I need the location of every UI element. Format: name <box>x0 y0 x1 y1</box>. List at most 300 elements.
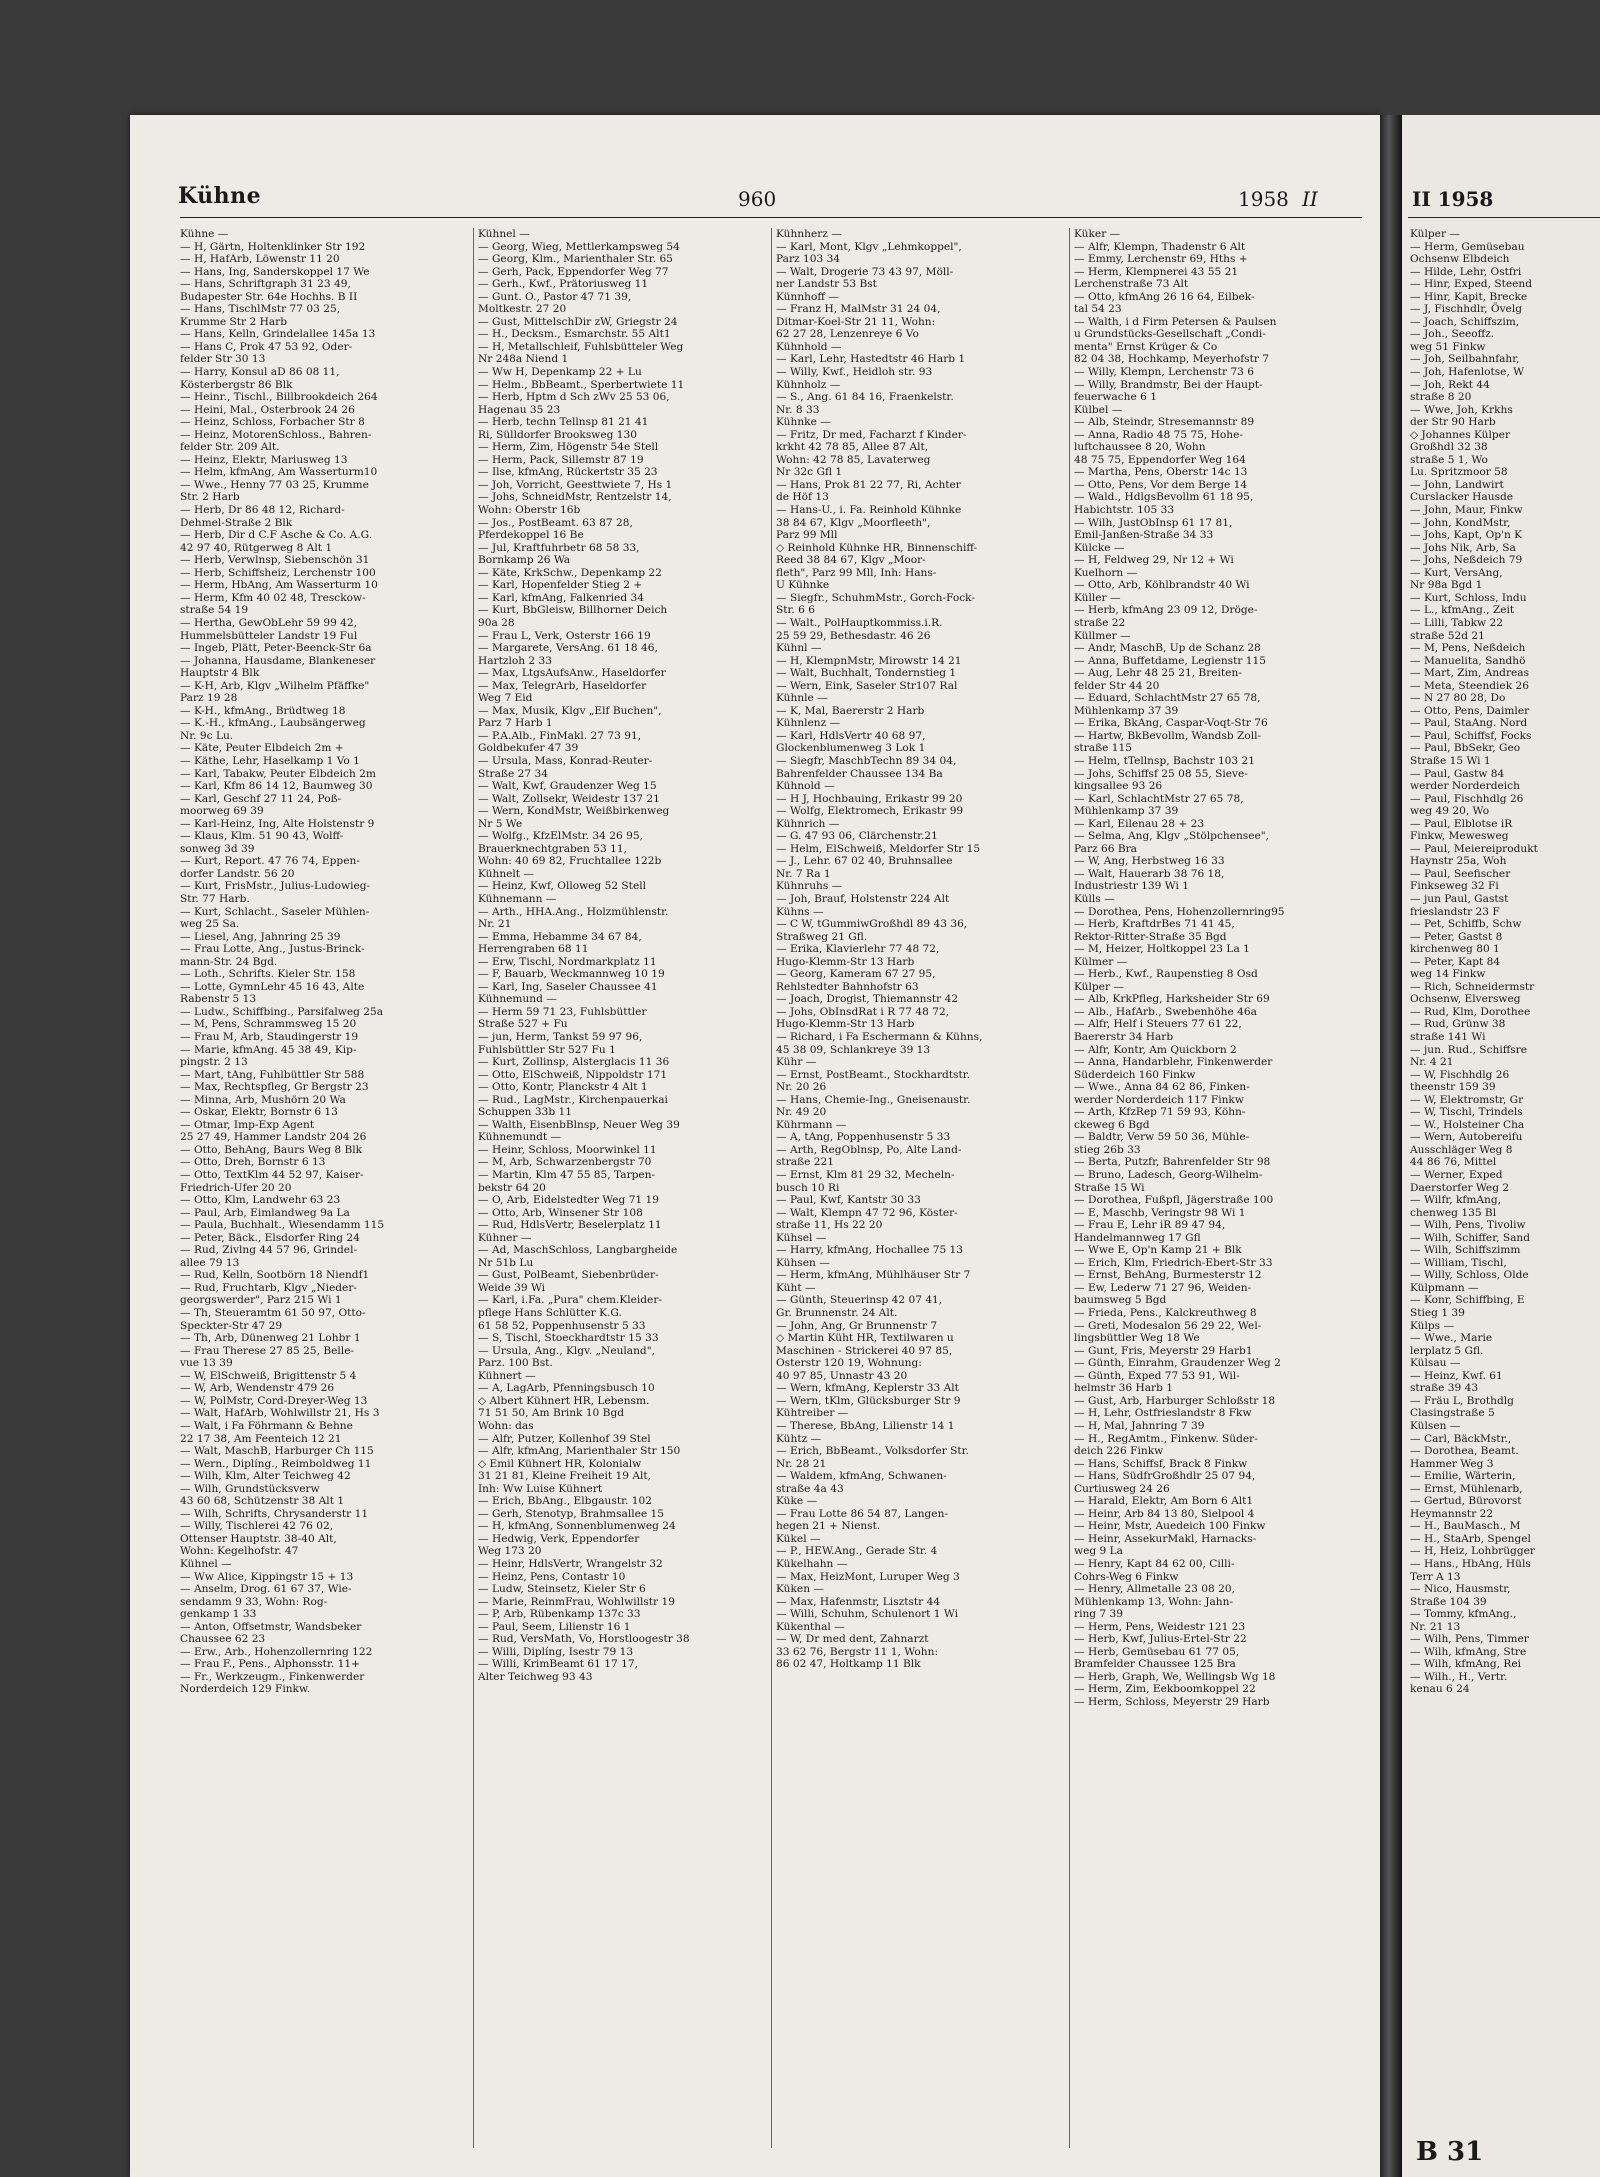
directory-entry-line: — Peter, Bäck., Elsdorfer Ring 24 <box>180 1231 360 1244</box>
directory-entry-line: Külper — <box>1074 980 1124 993</box>
directory-entry-line: — Günth, Steuerinsp 42 07 41, <box>776 1294 943 1307</box>
directory-entry-line: Küht — <box>776 1281 816 1294</box>
directory-entry-line: 25 27 49, Hammer Landstr 204 26 <box>180 1131 367 1144</box>
directory-entry-line: — Paul, Seefischer <box>1410 867 1511 880</box>
directory-entry-line: — Gerh, Stenotyp, Brahmsallee 15 <box>478 1507 665 1520</box>
directory-entry-line: — Herb, Verwlnsp, Siebenschön 31 <box>180 554 370 567</box>
directory-entry-line: — N 27 80 28, Do <box>1410 692 1506 705</box>
directory-entry-line: — K.-H., kfmAng., Laubsängerweg <box>180 717 366 730</box>
directory-entry-line: Kühnel — <box>478 228 530 240</box>
directory-entry-line: — jun. Rud., Schiffsre <box>1410 1043 1528 1056</box>
directory-entry-line: Cohrs-Weg 6 Finkw <box>1074 1570 1179 1583</box>
directory-entry-line: — Alfr, Putzer, Kollenhof 39 Stel <box>478 1432 651 1445</box>
directory-entry-line: Kühner — <box>478 1231 532 1244</box>
directory-entry-line: — Joh., Seeoffz. <box>1410 328 1495 341</box>
directory-entry-line: — E, Maschb, Veringstr 98 Wi 1 <box>1074 1206 1246 1219</box>
directory-entry-line: Nr. 8 33 <box>776 403 820 416</box>
directory-entry-line: sonweg 3d 39 <box>180 842 255 855</box>
directory-entry-line: Kühnemundt — <box>478 1131 562 1144</box>
directory-entry-line: kenau 6 24 <box>1410 1683 1470 1696</box>
directory-entry-line: — Erw., Arb., Hohenzollernring 122 <box>180 1645 373 1658</box>
directory-entry-line: — Anna, Radio 48 75 75, Hohe- <box>1074 428 1243 441</box>
directory-entry-line: — Herm, Pens, Weidestr 121 23 <box>1074 1620 1246 1633</box>
directory-entry-line: Nr. 4 21 <box>1410 1056 1454 1069</box>
directory-entry-line: Küken — <box>776 1583 824 1596</box>
directory-entry-line: — Otto, Klm, Landwehr 63 23 <box>180 1194 341 1207</box>
directory-entry-line: — Rud, VersMath, Vo, Horstloogestr 38 <box>478 1633 690 1646</box>
directory-entry-line: Kühnl — <box>776 642 822 655</box>
directory-entry-line: Straße 15 Wi 1 <box>1410 754 1491 767</box>
directory-entry-line: — Werner, Exped <box>1410 1169 1503 1182</box>
directory-entry-line: — Th, Steueramtm 61 50 97, Otto- <box>180 1307 366 1320</box>
directory-entry-line: Kühns — <box>776 905 824 918</box>
directory-entry-line: Kühtreiber — <box>776 1407 849 1420</box>
directory-entry-line: — Erw, Tischl, Nordmarkplatz 11 <box>478 955 657 968</box>
directory-entry-line: — Günth, Exped 77 53 91, Wil- <box>1074 1369 1240 1382</box>
directory-entry-line: — H, kfmAng, Sonnenblumenweg 24 <box>478 1520 676 1533</box>
directory-entry-line: Ochsenw, Elversweg <box>1410 993 1521 1006</box>
directory-entry-line: Großhdl 32 38 <box>1410 441 1488 454</box>
directory-entry-line: — Johs, Neßdeich 79 <box>1410 554 1523 567</box>
directory-entry-line: kirchenweg 80 1 <box>1410 943 1500 956</box>
directory-entry-line: — Martin, Klm 47 55 85, Tarpen- <box>478 1169 656 1182</box>
directory-entry-line: — H, Gärtn, Holtenklinker Str 192 <box>180 240 366 253</box>
directory-entry-line: Bramfelder Chaussee 125 Bra <box>1074 1658 1236 1671</box>
directory-entry-line: Straße 104 39 <box>1410 1595 1487 1608</box>
directory-entry-line: Bahrenfelder Chaussee 134 Ba <box>776 767 943 780</box>
directory-entry-line: — Willi, Schuhm, Schulenort 1 Wi <box>776 1608 958 1621</box>
directory-entry-line: — Hans, Chemie-Ing., Gneisenaustr. <box>776 1093 971 1106</box>
directory-entry-line: — Max, Hafenmstr, Lisztstr 44 <box>776 1595 941 1608</box>
directory-entry-line: Speckter-Str 47 29 <box>180 1319 283 1332</box>
directory-entry-line: — Herm, Zim, Eekboomkoppel 22 <box>1074 1683 1256 1696</box>
directory-entry-line: vue 13 39 <box>180 1357 233 1370</box>
directory-entry-line: Nr. 9c Lu. <box>180 729 234 742</box>
directory-entry-line: — Otto, Arb, Köhlbrandstr 40 Wi <box>1074 579 1250 592</box>
directory-entry-line: Nr. 21 13 <box>1410 1620 1461 1633</box>
directory-entry-line: 61 58 52, Poppenhusenstr 5 33 <box>478 1319 646 1332</box>
directory-entry-line: Wohn: Kegelhofstr. 47 <box>180 1545 299 1558</box>
directory-entry-line: — Ernst, Klm 81 29 32, Mecheln- <box>776 1169 955 1182</box>
directory-entry-line: — Heinr., Tischl., Billbrookdeich 264 <box>180 391 378 404</box>
directory-entry-line: — Fritz, Dr med, Facharzt f Kinder- <box>776 428 967 441</box>
directory-entry-line: — Karl, Geschf 27 11 24, Poß- <box>180 792 342 805</box>
directory-entry-line: Fuhlsbüttler Str 527 Fu 1 <box>478 1043 616 1056</box>
directory-entry-line: — Frieda, Pens., Kalckreuthweg 8 <box>1074 1307 1257 1320</box>
directory-entry-line: — Rud., LagMstr., Kirchenpauerkai <box>478 1093 668 1106</box>
directory-entry-line: — H., BauMasch., M <box>1410 1520 1521 1533</box>
directory-entry-line: — Herm, kfmAng, Mühlhäuser Str 7 <box>776 1269 971 1282</box>
directory-entry-line: ner Landstr 53 Bst <box>776 278 877 291</box>
directory-entry-line: Kühne — <box>180 228 229 240</box>
directory-entry-line: — K-H, Arb, Klgv „Wilhelm Pfäffke" <box>180 679 370 692</box>
directory-entry-line: — L., kfmAng., Zeit <box>1410 604 1515 617</box>
directory-entry-line: Külsau — <box>1410 1357 1461 1370</box>
directory-entry-line: — Herm, Gemüsebau <box>1410 240 1525 253</box>
directory-entry-line: ◇ Martin Küht HR, Textilwaren u <box>776 1332 954 1345</box>
directory-entry-line: — Walt, Hauerarb 38 76 18, <box>1074 867 1225 880</box>
directory-entry-line: — John, KondMstr, <box>1410 516 1511 529</box>
directory-entry-line: — W, Elektromstr, Gr <box>1410 1093 1524 1106</box>
directory-entry-line: — Frau E, Lehr iR 89 47 94, <box>1074 1219 1226 1232</box>
directory-entry-line: u Grundstücks-Gesellschaft „Condi- <box>1074 328 1266 341</box>
directory-entry-line: — Heinz, Kwf, Olloweg 52 Stell <box>478 880 646 893</box>
directory-entry-line: — M, Pens, Neßdeich <box>1410 642 1526 655</box>
directory-entry-line: — Wwe., Anna 84 62 86, Finken- <box>1074 1081 1250 1094</box>
directory-entry-line: 25 59 29, Bethesdastr. 46 26 <box>776 629 931 642</box>
directory-entry-line: — Waldem, kfmAng, Schwanen- <box>776 1470 947 1483</box>
directory-entry-line: krkht 42 78 85, Allee 87 Alt, <box>776 441 929 454</box>
directory-entry-line: — Hinr, Kapit, Brecke <box>1410 290 1528 303</box>
directory-entry-line: felder Str 30 13 <box>180 353 266 366</box>
directory-entry-line: Norderdeich 129 Finkw. <box>180 1683 311 1696</box>
page-header-title: Kühne <box>178 183 262 209</box>
directory-entry-line: — Otto, ElSchweiß, Nippoldstr 171 <box>478 1068 668 1081</box>
directory-entry-line: — Käte, KrkSchw., Depenkamp 22 <box>478 566 662 579</box>
directory-entry-line: Chaussee 62 23 <box>180 1633 266 1646</box>
directory-entry-line: — Erika, Klavierlehr 77 48 72, <box>776 943 940 956</box>
directory-entry-line: — C W, tGummiwGroßhdl 89 43 36, <box>776 918 968 931</box>
directory-entry-line: — Ernst, Mühlenarb, <box>1410 1482 1523 1495</box>
directory-entry-line: Ditmar-Koel-Str 21 11, Wohn: <box>776 315 936 328</box>
directory-entry-line: — Willy, Tischlerei 42 76 02, <box>180 1520 334 1533</box>
directory-entry-line: Terr A 13 <box>1410 1570 1461 1583</box>
directory-entry-line: — Hinr, Exped, Steend <box>1410 278 1532 291</box>
directory-entry-line: — Heinr, AssekurMakl, Harnacks- <box>1074 1532 1257 1545</box>
directory-entry-line: — Lilli, Tabkw 22 <box>1410 616 1503 629</box>
directory-entry-line: Industriestr 139 Wi 1 <box>1074 880 1189 893</box>
directory-entry-line: — Ad, MaschSchloss, Langbargheide <box>478 1244 678 1257</box>
directory-entry-line: Nr 5 We <box>478 817 523 830</box>
facing-page-signature: B 31 <box>1416 2137 1484 2167</box>
directory-entry-line: — S., Ang. 61 84 16, Fraenkelstr. <box>776 391 954 404</box>
directory-entry-line: — Willy, Klempn, Lerchenstr 73 6 <box>1074 366 1255 379</box>
directory-entry-line: lerplatz 5 Gfl. <box>1410 1344 1484 1357</box>
directory-entry-line: — Kurt, Report. 47 76 74, Eppen- <box>180 855 360 868</box>
directory-entry-line: Nr. 20 26 <box>776 1081 827 1094</box>
directory-entry-line: — Tommy, kfmAng., <box>1410 1608 1517 1621</box>
directory-entry-line: — Rud, Grünw 38 <box>1410 1018 1506 1031</box>
directory-entry-line: — Jos., PostBeamt. 63 87 28, <box>478 516 633 529</box>
directory-entry-line: Parz 7 Harb 1 <box>478 717 553 730</box>
directory-entry-line: — Otto, Dreh, Bornstr 6 13 <box>180 1156 326 1169</box>
directory-entry-line: Moltkestr. 27 20 <box>478 303 567 316</box>
directory-entry-line: — Paul, Elblotse iR <box>1410 817 1513 830</box>
directory-entry-line: — Paul, Schiffsf, Focks <box>1410 729 1532 742</box>
directory-entry-line: — Johs, Schiffsf 25 08 55, Sieve- <box>1074 767 1248 780</box>
directory-entry-line: ring 7 39 <box>1074 1608 1124 1621</box>
directory-entry-line: Baererstr 34 Harb <box>1074 1031 1174 1043</box>
directory-entry-line: — H, Metallschleif, Fuhlsbütteler Weg <box>478 340 684 353</box>
directory-entry-line: weg 9 La <box>1074 1545 1123 1558</box>
directory-entry-line: — Alfr, Kontr, Am Quickborn 2 <box>1074 1043 1237 1056</box>
directory-entry-line: Wohn: das <box>478 1419 534 1432</box>
column-2 <box>478 228 766 1683</box>
directory-entry-line: — Jul, Kraftfuhrbetr 68 58 33, <box>478 541 640 554</box>
directory-entry-line: — Kurt, VersAng, <box>1410 566 1503 579</box>
directory-entry-line: — Walt, Drogerie 73 43 97, Möll- <box>776 265 954 278</box>
directory-entry-line: 44 86 76, Mittel <box>1410 1156 1497 1169</box>
directory-entry-line: Nr 32c Gfl 1 <box>776 466 843 479</box>
directory-entry-line: Hugo-Klemm-Str 13 Harb <box>776 955 915 968</box>
directory-entry-line: — H., RegAmtm., Finkenw. Süder- <box>1074 1432 1258 1445</box>
directory-entry-line: — Otto, kfmAng 26 16 64, Eilbek- <box>1074 290 1255 303</box>
directory-entry-line: straße 54 19 <box>180 604 249 617</box>
directory-entry-line: — Herm, HbAng, Am Wasserturm 10 <box>180 579 378 592</box>
directory-entry-line: — Joach, Drogist, Thiemannstr 42 <box>776 993 959 1006</box>
directory-entry-line: Kühnholz — <box>776 378 841 391</box>
directory-entry-line: — Herb, Graph, We, Wellingsb Wg 18 <box>1074 1670 1276 1683</box>
directory-entry-line: — Willy, Kwf., Heidloh str. 93 <box>776 366 933 379</box>
directory-entry-line: Hauptstr 4 Blk <box>180 667 260 680</box>
directory-entry-line: Kühnold — <box>776 780 835 793</box>
directory-entry-line: — Helm., BbBeamt., Sperbertwiete 11 <box>478 378 685 391</box>
directory-entry-line: — M, Arb, Schwarzenbergstr 70 <box>478 1156 652 1169</box>
directory-entry-line: Friedrich-Ufer 20 20 <box>180 1181 292 1194</box>
directory-entry-line: 33 62 76, Bergstr 11 1, Wohn: <box>776 1645 939 1658</box>
directory-entry-line: — W, Arb, Wendenstr 479 26 <box>180 1382 335 1395</box>
directory-entry-line: tal 54 23 <box>1074 303 1122 316</box>
directory-entry-line: — W, Ang, Herbstweg 16 33 <box>1074 855 1225 868</box>
directory-entry-line: Külper — <box>1410 228 1460 240</box>
directory-entry-line: Herrengraben 68 11 <box>478 943 589 956</box>
directory-entry-line: Kühnherz — <box>776 228 842 240</box>
directory-entry-line: deich 226 Finkw <box>1074 1445 1164 1458</box>
directory-entry-line: — Hans, SüdfrGroßhdlr 25 07 94, <box>1074 1470 1256 1483</box>
directory-entry-line: — Paul, BbSekr, Geo <box>1410 742 1521 755</box>
directory-entry-line: — Minna, Arb, Mushörn 20 Wa <box>180 1093 346 1106</box>
directory-entry-line: Kühnke — <box>776 416 831 429</box>
directory-entry-line: — Anselm, Drog. 61 67 37, Wie- <box>180 1583 352 1596</box>
directory-entry-line: — W., Holsteiner Cha <box>1410 1118 1525 1131</box>
directory-entry-line: — Karl, Mont, Klgv „Lehmkoppel", <box>776 240 962 253</box>
directory-page <box>130 115 1380 2177</box>
directory-entry-line: — Manuelita, Sandhö <box>1410 654 1526 667</box>
directory-entry-line: Kükelhahn — <box>776 1557 848 1570</box>
directory-entry-line: Wohn: Oberstr 16b <box>478 504 581 517</box>
directory-entry-line: Küker — <box>1074 228 1121 240</box>
directory-entry-line: — Herb, Gemüsebau 61 77 05, <box>1074 1645 1240 1658</box>
directory-entry-line: — W, Fischhdlg 26 <box>1410 1068 1510 1081</box>
directory-entry-line: — Walth, EisenbBlnsp, Neuer Weg 39 <box>478 1118 680 1131</box>
directory-entry-line: Hagenau 35 23 <box>478 403 561 416</box>
directory-entry-line: — Harry, Konsul aD 86 08 11, <box>180 366 340 379</box>
directory-entry-line: — Greti, Modesalon 56 29 22, Wel- <box>1074 1319 1262 1332</box>
directory-entry-line: — John, Maur, Finkw <box>1410 504 1523 517</box>
directory-entry-line: — Paul, StaAng. Nord <box>1410 717 1528 730</box>
directory-entry-line: Süderdeich 160 Finkw <box>1074 1068 1196 1081</box>
directory-entry-line: — Walt, HafArb, Wohlwillstr 21, Hs 3 <box>180 1407 380 1420</box>
directory-entry-line: — O, Arb, Eidelstedter Weg 71 19 <box>478 1194 660 1207</box>
directory-entry-line: Curslacker Hausde <box>1410 491 1514 504</box>
directory-entry-line: — Frau M, Arb, Staudingerstr 19 <box>180 1031 359 1043</box>
directory-entry-line: — Dorothea, Fußpfl, Jägerstraße 100 <box>1074 1194 1274 1207</box>
directory-entry-line: weg 49 20, Wo <box>1410 805 1490 818</box>
directory-entry-line: — Johs, ObInsdRat i R 77 48 72, <box>776 1005 950 1018</box>
directory-entry-line: Brauerknechtgraben 53 11, <box>478 842 627 855</box>
directory-entry-line: — Joh, Rekt 44 <box>1410 378 1490 391</box>
directory-entry-line: Schuppen 33b 11 <box>478 1106 572 1119</box>
directory-entry-line: — Rich, Schneidermstr <box>1410 980 1535 993</box>
directory-entry-line: — Ursula, Mass, Konrad-Reuter- <box>478 754 653 767</box>
directory-entry-line: — Siegfr., SchuhmMstr., Gorch-Fock- <box>776 591 975 604</box>
directory-entry-line: — P., HEW.Ang., Gerade Str. 4 <box>776 1545 938 1558</box>
directory-entry-line: Weg 7 Eid <box>478 692 533 705</box>
directory-entry-line: Weg 173 20 <box>478 1545 542 1558</box>
directory-entry-line: — Eduard, SchlachtMstr 27 65 78, <box>1074 692 1261 705</box>
directory-entry-line: — Paul, Fischhdlg 26 <box>1410 792 1524 805</box>
directory-entry-line: — Joach, Schiffszim, <box>1410 315 1520 328</box>
directory-entry-line: Emil-Janßen-Straße 34 33 <box>1074 529 1214 542</box>
directory-entry-line: — Paula, Buchhalt., Wiesendamm 115 <box>180 1219 385 1232</box>
directory-entry-line: — Rud, Zivlng 44 57 96, Grindel- <box>180 1244 358 1257</box>
directory-entry-line: 42 97 40, Rütgerweg 8 Alt 1 <box>180 541 333 554</box>
directory-entry-line: straße 141 Wi <box>1410 1031 1486 1043</box>
directory-entry-line: — Paul, Seem, Lilienstr 16 1 <box>478 1620 631 1633</box>
book-gutter <box>1380 115 1402 2177</box>
directory-entry-line: — Karl, Kfm 86 14 12, Baumweg 30 <box>180 780 373 793</box>
directory-entry-line: — A, LagArb, Pfenningsbusch 10 <box>478 1382 655 1395</box>
directory-entry-line: mann-Str. 24 Bgd. <box>180 955 278 968</box>
directory-entry-line: straße 11, Hs 22 20 <box>776 1219 883 1232</box>
directory-entry-line: — Heini, Mal., Osterbrook 24 26 <box>180 403 355 416</box>
directory-entry-line: — Ingeb, Plätt, Peter-Beenck-Str 6a <box>180 642 372 655</box>
directory-entry-line: Külsen — <box>1410 1419 1461 1432</box>
directory-entry-line: — Gertud, Bürovorst <box>1410 1495 1522 1508</box>
directory-entry-line: menta" Ernst Krüger & Co <box>1074 340 1218 353</box>
directory-entry-line: 90a 28 <box>478 616 515 629</box>
directory-entry-line: — Georg, Wieg, Mettlerkampsweg 54 <box>478 240 680 253</box>
facing-header-rule <box>1408 217 1600 218</box>
directory-entry-line: frieslandstr 23 F <box>1410 905 1500 918</box>
directory-entry-line: — Konr, Schiffbing, E <box>1410 1294 1525 1307</box>
directory-entry-line: Inh: Ww Luise Kühnert <box>478 1482 603 1495</box>
directory-entry-line: — Hans, Ing, Sanderskoppel 17 We <box>180 265 370 278</box>
directory-entry-line: — Walt, MaschB, Harburger Ch 115 <box>180 1445 374 1458</box>
directory-entry-line: — Wilh., H., Vertr. <box>1410 1670 1508 1683</box>
column-divider <box>771 228 772 2148</box>
directory-entry-line: 86 02 47, Holtkamp 11 Blk <box>776 1658 921 1671</box>
directory-entry-line: felder Str. 209 Alt. <box>180 441 280 454</box>
directory-entry-line: — Georg, Klm., Marienthaler Str. 65 <box>478 253 673 266</box>
directory-entry-line: — Harald, Elektr, Am Born 6 Alt1 <box>1074 1495 1254 1508</box>
directory-entry-line: — H, Heiz, Lohbrügger <box>1410 1545 1535 1558</box>
directory-entry-line: — Wilh, Schiffer, Sand <box>1410 1231 1531 1244</box>
directory-entry-line: — Wwe E, Op'n Kamp 21 + Blk <box>1074 1244 1242 1257</box>
directory-entry-line: Kühr — <box>776 1056 817 1069</box>
directory-entry-line: — Günth, Einrahm, Graudenzer Weg 2 <box>1074 1357 1281 1370</box>
directory-entry-line: — Th, Arb, Dünenweg 21 Lohbr 1 <box>180 1332 361 1345</box>
directory-entry-line: Mühlenkamp 13, Wohn: Jahn- <box>1074 1595 1234 1608</box>
directory-entry-line: — Kurt, Schloss, Indu <box>1410 591 1527 604</box>
directory-entry-line: Osterstr 120 19, Wohnung: <box>776 1357 922 1370</box>
directory-entry-line: — Hans, Kelln, Grindelallee 145a 13 <box>180 328 376 341</box>
directory-entry-line: — W, Dr med dent, Zahnarzt <box>776 1633 929 1646</box>
directory-entry-line: georgswerder", Parz 215 Wi 1 <box>180 1294 342 1307</box>
directory-entry-line: — Baldtr, Verw 59 50 36, Mühle- <box>1074 1131 1250 1144</box>
directory-entry-line: hegen 21 + Nienst. <box>776 1520 881 1533</box>
directory-entry-line: — Wilh, Grundstücksverw <box>180 1482 320 1495</box>
directory-entry-line: — Herb., Kwf., Raupenstieg 8 Osd <box>1074 968 1258 981</box>
directory-entry-line: — Otto, BehAng, Baurs Weg 8 Blk <box>180 1143 363 1156</box>
directory-entry-line: — Wern., Diplíng., Reimboldweg 11 <box>180 1457 372 1470</box>
directory-entry-line: — Willy, Schloss, Olde <box>1410 1269 1529 1282</box>
directory-entry-line: Parz 19 28 <box>180 692 238 705</box>
directory-entry-line: straße 22 <box>1074 616 1126 629</box>
directory-entry-line: — Therese, BbAng, Lilienstr 14 1 <box>776 1419 955 1432</box>
directory-entry-line: — Wilfr, kfmAng, <box>1410 1194 1502 1207</box>
directory-entry-line: Küllmer — <box>1074 629 1131 642</box>
directory-entry-line: Küller — <box>1074 591 1121 604</box>
directory-entry-line: — Heinr, Schloss, Moorwinkel 11 <box>478 1143 657 1156</box>
directory-entry-line: — Herm, Schloss, Meyerstr 29 Harb <box>1074 1695 1270 1708</box>
directory-entry-line: — Walt, Kwf, Graudenzer Weg 15 <box>478 780 657 793</box>
directory-entry-line: 82 04 38, Hochkamp, Meyerhofstr 7 <box>1074 353 1270 366</box>
directory-entry-line: Nr 98a Bgd 1 <box>1410 579 1483 592</box>
directory-entry-line: Habichtstr. 105 33 <box>1074 504 1175 517</box>
directory-entry-line: Handelmannweg 17 Gfl <box>1074 1231 1201 1244</box>
directory-entry-line: pingstr. 2 13 <box>180 1056 248 1069</box>
directory-entry-line: — Marie, ReinmFrau, Wohlwillstr 19 <box>478 1595 675 1608</box>
directory-entry-line: — Erich, Klm, Friedrich-Ebert-Str 33 <box>1074 1256 1273 1269</box>
directory-entry-line: — Walt, Zollsekr, Weidestr 137 21 <box>478 792 660 805</box>
directory-entry-line: — H, Feldweg 29, Nr 12 + Wi <box>1074 554 1234 567</box>
directory-entry-line: — jun, Herm, Tankst 59 97 96, <box>478 1031 643 1043</box>
directory-entry-line: — Herb, Dr 86 48 12, Richard- <box>180 504 345 517</box>
directory-entry-line: — Kurt, Zollinsp, Alsterglacis 11 36 <box>478 1056 670 1069</box>
directory-entry-line: — Johanna, Hausdame, Blankeneser <box>180 654 376 667</box>
directory-entry-line: Pferdekoppel 16 Be <box>478 529 584 542</box>
directory-entry-line: — Heinz, Pens, Contastr 10 <box>478 1570 626 1583</box>
directory-entry-line: — Wolfg., KfzElMstr. 34 26 95, <box>478 830 643 843</box>
directory-entry-line: — Heinr, Arb 84 13 80, Sielpool 4 <box>1074 1507 1255 1520</box>
directory-entry-line: Nr. 28 21 <box>776 1457 827 1470</box>
directory-entry-line: Daerstorfer Weg 2 <box>1410 1181 1510 1194</box>
directory-entry-line: — Carl, BäckMstr., <box>1410 1432 1512 1445</box>
directory-entry-line: straße 52d 21 <box>1410 629 1485 642</box>
directory-entry-line: — Otto, Pens, Vor dem Berge 14 <box>1074 478 1248 491</box>
directory-entry-line: — Alfr, Klempn, Thadenstr 6 Alt <box>1074 240 1246 253</box>
directory-entry-line: straße 4a 43 <box>776 1482 844 1495</box>
directory-entry-line: — Käte, Peuter Elbdeich 2m + <box>180 742 344 755</box>
directory-entry-line: Kühnlenz — <box>776 717 841 730</box>
directory-entry-line: — Kurt, Schlacht., Saseler Mühlen- <box>180 905 370 918</box>
directory-entry-line: — Margarete, VersAng. 61 18 46, <box>478 642 658 655</box>
column-3 <box>776 228 1064 1671</box>
directory-entry-line: Nr 248a Niend 1 <box>478 353 569 366</box>
directory-entry-line: — Gust, MittelschDir zW, Griegstr 24 <box>478 315 678 328</box>
page-volume: II <box>1302 187 1318 211</box>
directory-entry-line: weg 14 Finkw <box>1410 968 1486 981</box>
directory-entry-line: Parz. 100 Bst. <box>478 1357 553 1370</box>
directory-entry-line: — Alfr, kfmAng, Marienthaler Str 150 <box>478 1445 681 1458</box>
directory-entry-line: pflege Hans Schlütter K.G. <box>478 1307 622 1320</box>
directory-entry-line: straße 5 1, Wo <box>1410 453 1488 466</box>
directory-entry-line: Lu. Spritzmoor 58 <box>1410 466 1508 479</box>
directory-entry-line: dorfer Landstr. 56 20 <box>180 867 295 880</box>
directory-entry-line: Külcke — <box>1074 541 1125 554</box>
directory-entry-line: — P, Arb, Rübenkamp 137c 33 <box>478 1608 641 1621</box>
directory-entry-line: — Wwe, Joh, Krkhs <box>1410 403 1513 416</box>
directory-entry-line: — Ernst, BehAng, Burmesterstr 12 <box>1074 1269 1262 1282</box>
column-divider <box>473 228 474 2148</box>
directory-entry-line: — Karl, Hopenfelder Stieg 2 + <box>478 579 643 592</box>
directory-entry-line: weg 51 Finkw <box>1410 340 1486 353</box>
directory-entry-line: — Harry, kfmAng, Hochallee 75 13 <box>776 1244 964 1257</box>
directory-entry-line: 31 21 81, Kleine Freiheit 19 Alt, <box>478 1470 652 1483</box>
directory-entry-line: — Alb., HafArb., Swebenhöhe 46a <box>1074 1005 1257 1018</box>
directory-entry-line: — Willi, Diplíng, Isestr 79 13 <box>478 1645 634 1658</box>
